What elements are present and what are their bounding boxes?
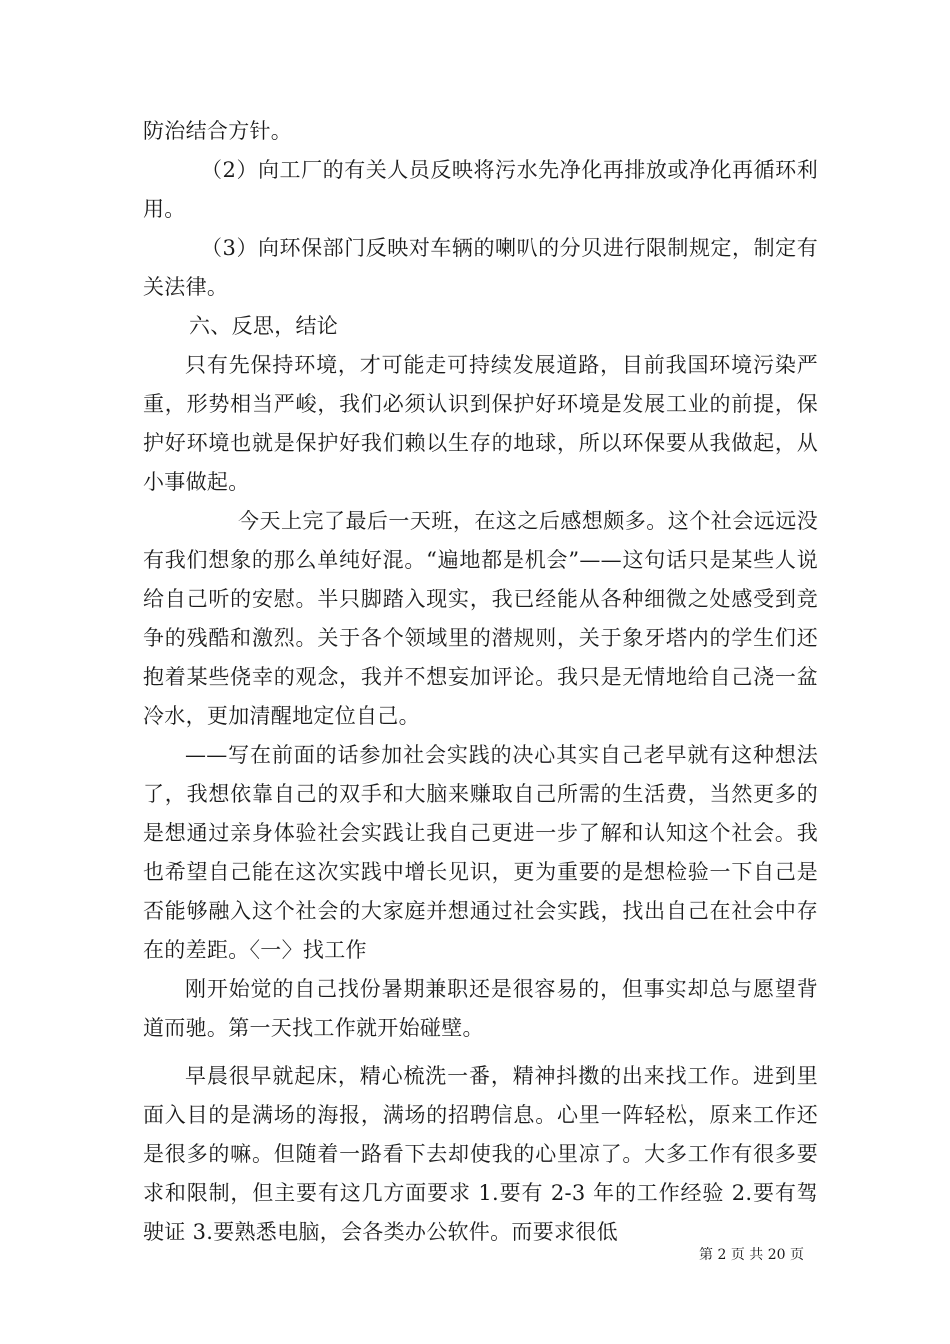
paragraph: 防治结合方针。 [143, 119, 293, 143]
paragraph: 早晨很早就起床，精心梳洗一番，精神抖擞的出来找工作。进到里面入目的是满场的海报，满场的招聘信息。心里一阵轻松，原来工作还是很多的嘛。但随着一路看下去却使我的心里凉了。大多工作有很多要求和限制，但主要有这几方面要求 1.要有 2-3 年的工作经验 2.要有驾驶证 3.要熟悉电脑，会各类办公软件。而要求很低 [143, 1064, 818, 1244]
paragraph: 今天上完了最后一天班，在这之后感想颇多。这个社会远远没有我们想象的那么单纯好混。“遍地都是机会”——这句话只是某些人说给自己听的安慰。半只脚踏入现实，我已经能从各种细微之处感受到竞争的残酷和激烈。关于各个领域里的潜规则，关于象牙塔内的学生们还抱着某些侥幸的观念，我并不想妄加评论。我只是无情地给自己浇一盆冷水，更加清醒地定位自己。 [143, 509, 818, 728]
page-number-footer: 第 2 页 共 20 页 [699, 1247, 804, 1263]
paragraph: 刚开始觉的自己找份暑期兼职还是很容易的，但事实却总与愿望背道而驰。第一天找工作就开始碰壁。 [143, 977, 818, 1040]
paragraph: （2）向工厂的有关人员反映将污水先净化再排放或净化再循环利用。 [143, 158, 818, 221]
document-body [143, 112, 818, 1252]
paragraph: ——写在前面的话参加社会实践的决心其实自己老早就有这种想法了，我想依靠自己的双手和大脑来赚取自己所需的生活费，当然更多的是想通过亲身体验社会实践让我自己更进一步了解和认知这个社会。我也希望自己能在这次实践中增长见识，更为重要的是想检验一下自己是否能够融入这个社会的大家庭并想通过社会实践，找出自己在社会中存在的差距。〈一〉找工作 [143, 743, 818, 962]
paragraph: （3）向环保部门反映对车辆的喇叭的分贝进行限制规定，制定有关法律。 [143, 236, 818, 299]
paragraph: 只有先保持环境，才可能走可持续发展道路，目前我国环境污染严重，形势相当严峻，我们必须认识到保护好环境是发展工业的前提，保护好环境也就是保护好我们赖以生存的地球，所以环保要从我做起，从小事做起。 [143, 353, 818, 494]
section-heading: 六、反思，结论 [189, 314, 339, 338]
